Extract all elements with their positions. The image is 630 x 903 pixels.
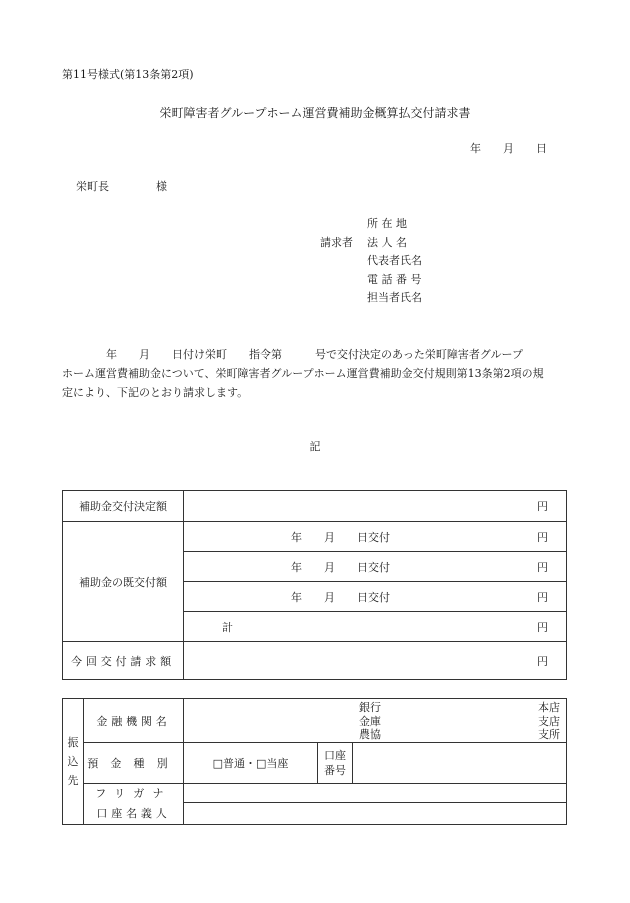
claimant-field-corporation: 法 人 名 <box>367 235 407 249</box>
paid-label: 補助金の既交付額 <box>63 522 184 642</box>
current-row <box>63 642 567 680</box>
paid-date-1: 年 月 日交付 <box>291 530 390 544</box>
form-number: 第11号様式(第13条第2項) <box>62 68 194 81</box>
claimant-field-contact: 担当者氏名 <box>367 291 422 304</box>
holder-row <box>63 803 567 825</box>
transfer-side-label: 振 込 先 <box>63 699 84 825</box>
body-line-1: 年 月 日付け栄町 指令第 号で交付決定のあった栄町障害者グループ <box>62 348 524 361</box>
total-label: 計 <box>222 620 233 634</box>
date-line: 年 月 日 <box>470 142 547 155</box>
body-line-3: 定により、下記のとおり請求します。 <box>62 386 249 399</box>
holder-label: 口座名義人 <box>84 803 184 825</box>
account-number-input[interactable] <box>353 743 567 784</box>
current-label: 今回交付請求額 <box>63 642 184 680</box>
yen-unit: 円 <box>537 620 548 634</box>
paid-date-3: 年 月 日交付 <box>291 590 390 604</box>
claimant-label: 請求者 <box>320 236 353 249</box>
institution-row <box>63 699 567 743</box>
addressee: 栄町長 <box>76 180 109 193</box>
furigana-label: フリガナ <box>84 784 184 803</box>
current-amount-cell[interactable] <box>184 642 567 680</box>
institution-label: 金融機関名 <box>84 699 184 743</box>
amount-table <box>62 490 567 680</box>
holder-input[interactable] <box>184 803 567 825</box>
deposit-row <box>63 743 567 784</box>
claimant-field-address: 所 在 地 <box>367 217 407 230</box>
paid-row-1 <box>63 522 567 552</box>
body-line-2: ホーム運営費補助金について、栄町障害者グループホーム運営費補助金交付規則第13条第2項の規 <box>62 367 544 380</box>
yen-unit: 円 <box>537 500 548 513</box>
total-amount-cell[interactable] <box>184 612 567 642</box>
yen-unit: 円 <box>537 590 548 604</box>
body-text <box>62 345 544 402</box>
bank-type-list: 銀行 金庫 農協 <box>359 701 381 741</box>
furigana-row <box>63 784 567 803</box>
deposit-label: 預金種別 <box>84 743 184 784</box>
account-number-label: 口座 番号 <box>318 743 353 784</box>
decided-amount-cell[interactable] <box>184 491 567 522</box>
deposit-options[interactable]: □普通・□当座 <box>184 743 318 784</box>
decided-label: 補助金交付決定額 <box>63 491 184 522</box>
bank-table <box>62 698 567 825</box>
branch-type-list: 本店 支店 支所 <box>538 701 560 741</box>
yen-unit: 円 <box>537 560 548 574</box>
honorific: 様 <box>156 180 167 193</box>
paid-amount-cell-2[interactable] <box>184 552 567 582</box>
yen-unit: 円 <box>537 530 548 544</box>
claimant-field-representative: 代表者氏名 <box>367 254 422 267</box>
form-title: 栄町障害者グループホーム運営費補助金概算払交付請求書 <box>159 106 471 120</box>
yen-unit: 円 <box>537 654 548 668</box>
claimant-fields <box>367 215 422 308</box>
paid-amount-cell-3[interactable] <box>184 582 567 612</box>
decided-row <box>63 491 567 522</box>
furigana-input[interactable] <box>184 784 567 803</box>
claimant-field-phone: 電 話 番 号 <box>367 272 422 286</box>
paid-amount-cell-1[interactable] <box>184 522 567 552</box>
paid-date-2: 年 月 日交付 <box>291 560 390 574</box>
ki-mark: 記 <box>309 440 321 453</box>
institution-input[interactable] <box>184 699 567 743</box>
